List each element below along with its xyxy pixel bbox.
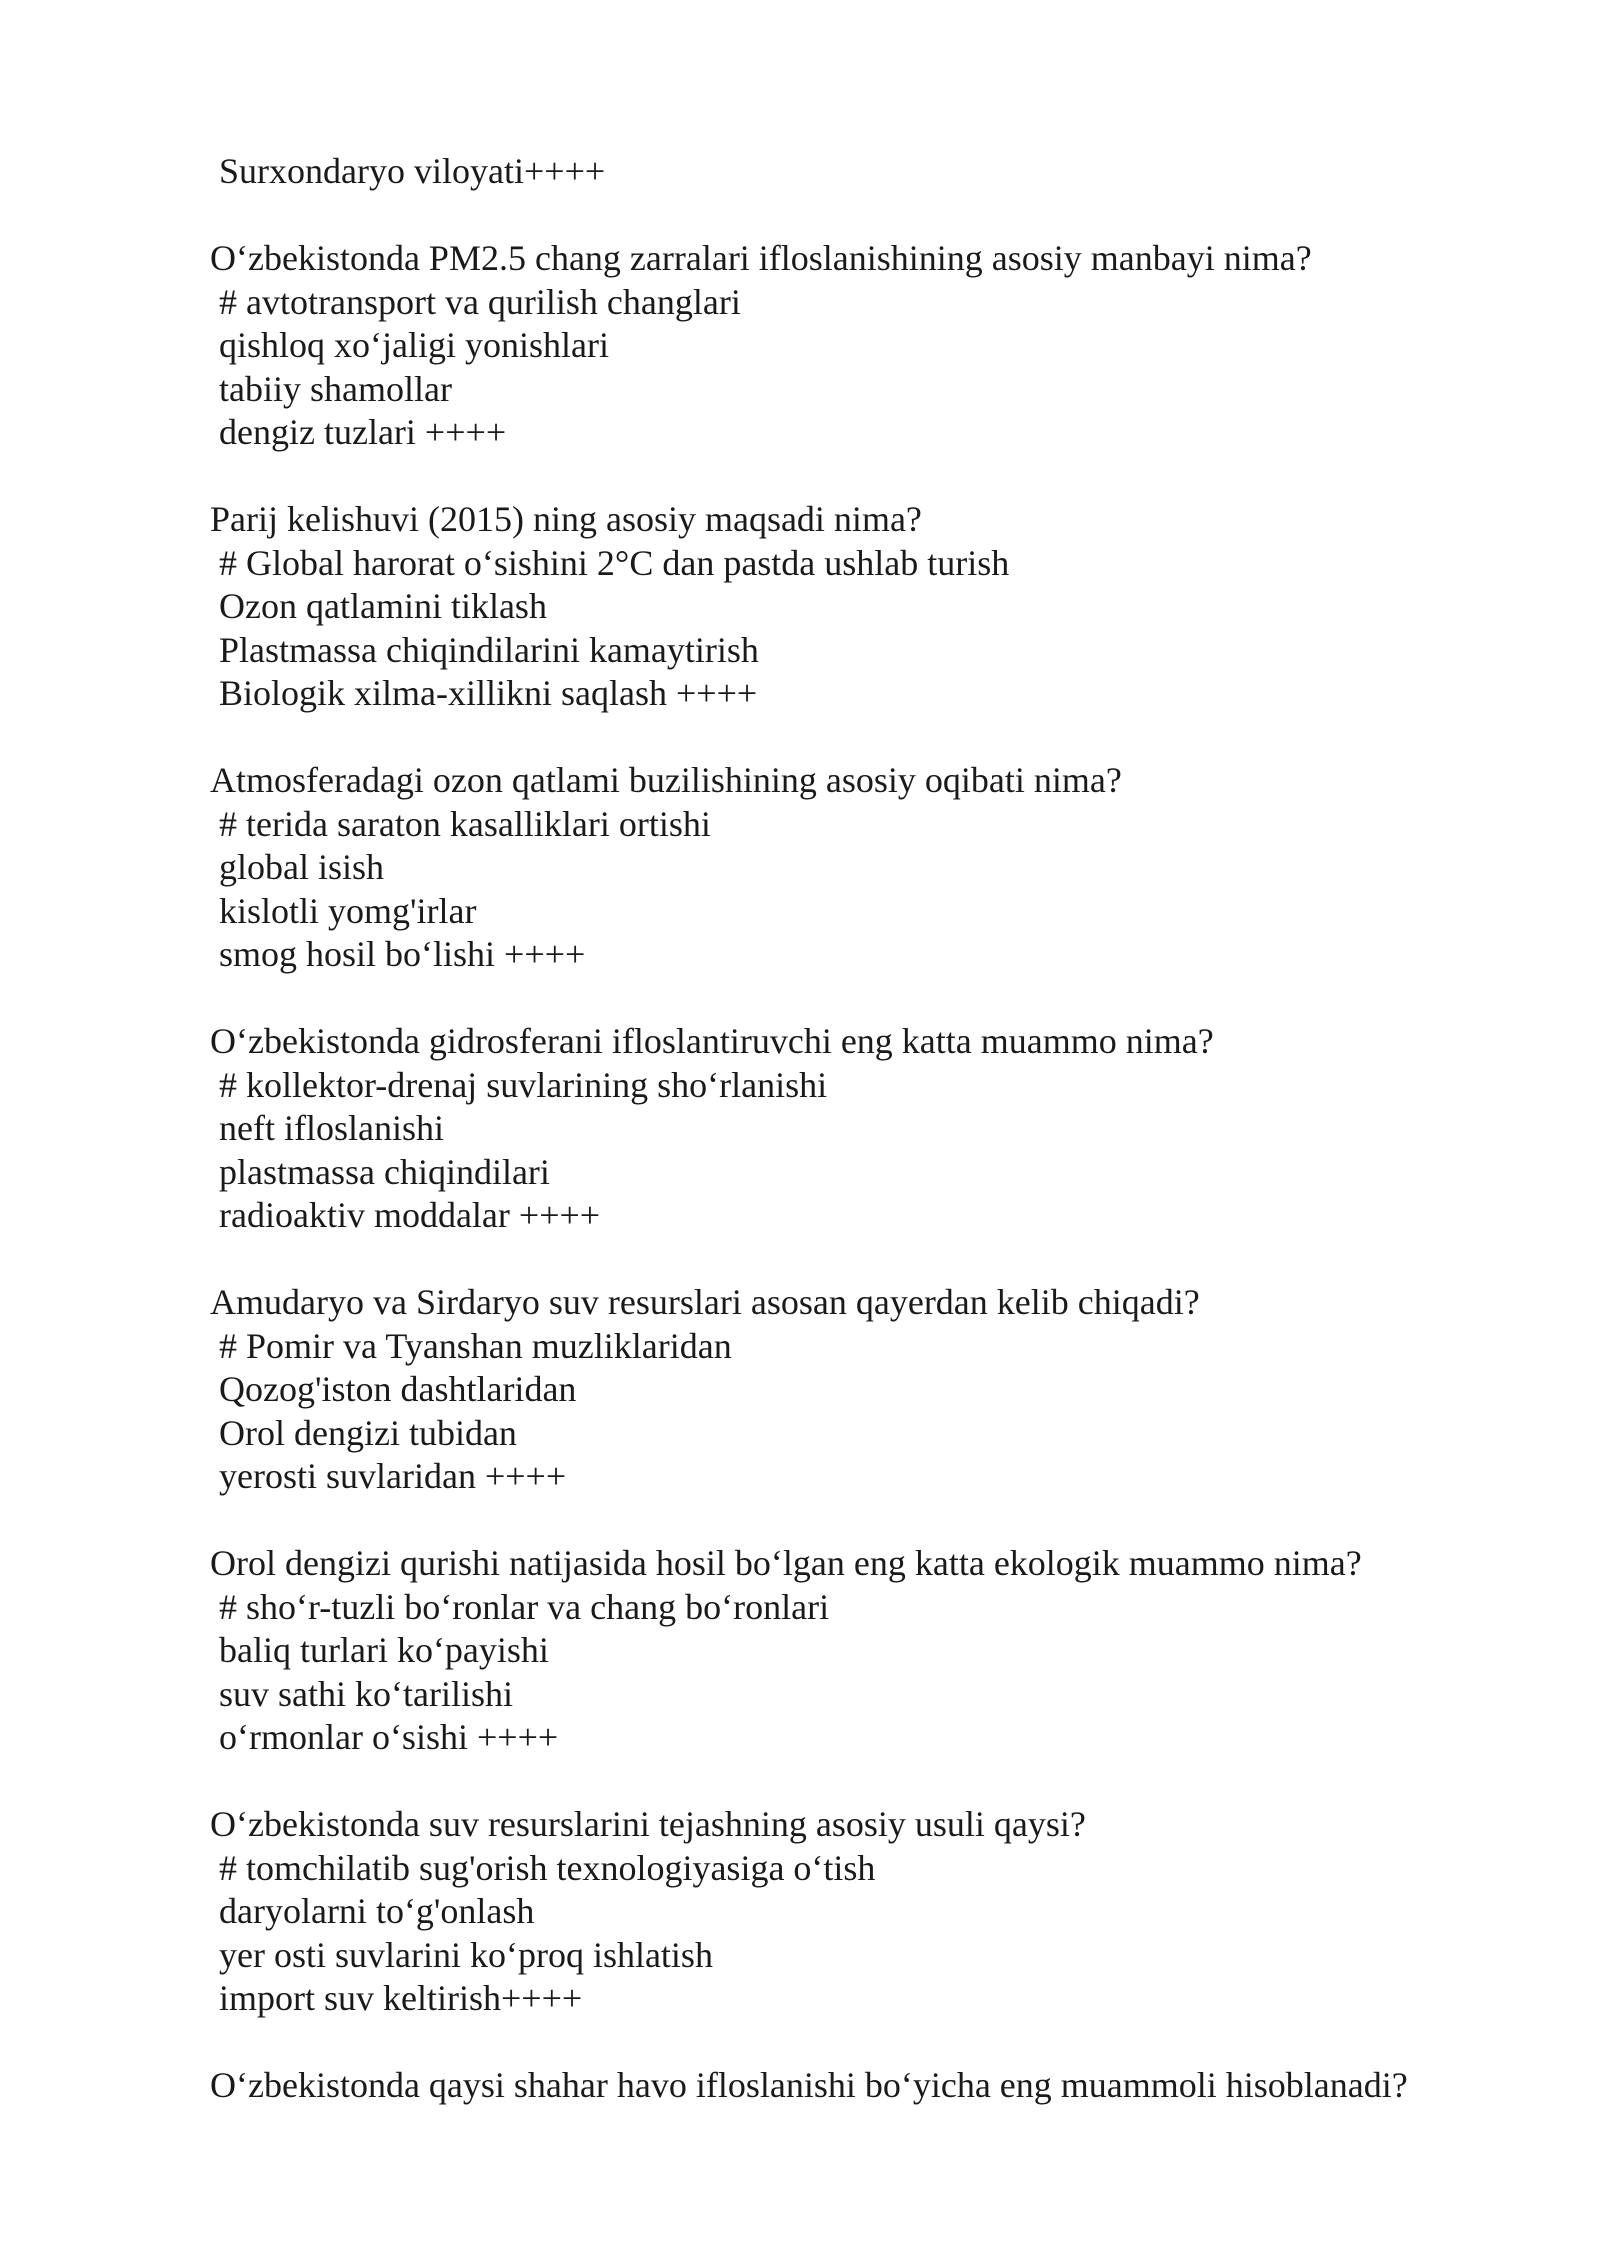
answer-option: Qozog'iston dashtlaridan	[219, 1369, 577, 1409]
answer-option: radioaktiv moddalar ++++	[219, 1195, 601, 1235]
answer-option: yer osti suvlarini ko‘proq ishlatish	[219, 1934, 713, 1975]
question-text: O‘zbekistonda qaysi shahar havo ifloslanishi bo‘yicha eng muammoli hisoblanadi?	[210, 2065, 1408, 2105]
question-text: Parij kelishuvi (2015) ning asosiy maqsadi nima?	[210, 499, 922, 539]
answer-option: tabiiy shamollar	[219, 368, 452, 409]
document-body	[210, 150, 1540, 2108]
lead-line: Surxondaryo viloyati++++	[219, 151, 606, 191]
answer-option: # Pomir va Tyanshan muzliklaridan	[219, 1325, 732, 1366]
answer-option: # sho‘r-tuzli bo‘ronlar va chang bo‘ronlari	[219, 1586, 830, 1627]
answer-option: Orol dengizi tubidan	[219, 1412, 517, 1453]
question-block-1	[210, 237, 1540, 455]
answer-option: suv sathi ko‘tarilishi	[219, 1673, 513, 1714]
answer-option: Biologik xilma-xillikni saqlash ++++	[219, 673, 758, 713]
question-block-7	[210, 1803, 1540, 2021]
answer-option: dengiz tuzlari ++++	[219, 412, 507, 452]
answer-option: # kollektor-drenaj suvlarining sho‘rlanishi	[219, 1064, 828, 1105]
answer-option: global isish	[219, 847, 385, 887]
answer-option: yerosti suvlaridan ++++	[219, 1456, 567, 1496]
answer-option: Ozon qatlamini tiklash	[219, 586, 547, 626]
question-block-2	[210, 498, 1540, 716]
question-block-4	[210, 1020, 1540, 1238]
answer-option: o‘rmonlar o‘sishi ++++	[219, 1717, 559, 1757]
answer-option: # Global harorat o‘sishini 2°C dan pastda ushlab turish	[219, 542, 1010, 583]
answer-option: qishloq xo‘jaligi yonishlari	[219, 325, 609, 365]
question-block-8	[210, 2064, 1540, 2108]
question-text: Orol dengizi qurishi natijasida hosil bo‘lgan eng katta ekologik muammo nima?	[210, 1543, 1362, 1583]
answer-option: import suv keltirish++++	[219, 1978, 583, 2018]
question-text: Amudaryo va Sirdaryo suv resurslari asosan qayerdan kelib chiqadi?	[210, 1282, 1200, 1322]
answer-option: smog hosil bo‘lishi ++++	[219, 934, 586, 974]
question-block-5	[210, 1281, 1540, 1499]
answer-option: plastmassa chiqindilari	[219, 1151, 550, 1192]
question-block-6	[210, 1542, 1540, 1760]
question-text: Atmosferadagi ozon qatlami buzilishining asosiy oqibati nima?	[210, 760, 1122, 800]
answer-option: kislotli yomg'irlar	[219, 890, 477, 931]
answer-option: # avtotransport va qurilish changlari	[219, 281, 741, 322]
answer-option: daryolarni to‘g'onlash	[219, 1891, 535, 1931]
question-text: O‘zbekistonda PM2.5 chang zarralari ifloslanishining asosiy manbayi nima?	[210, 238, 1312, 278]
answer-option: Plastmassa chiqindilarini kamaytirish	[219, 629, 759, 670]
answer-option: # terida saraton kasalliklari ortishi	[219, 803, 711, 844]
answer-option: neft ifloslanishi	[219, 1108, 444, 1148]
answer-option: baliq turlari ko‘payishi	[219, 1630, 549, 1670]
answer-option: # tomchilatib sug'orish texnologiyasiga o‘tish	[219, 1847, 876, 1888]
question-text: O‘zbekistonda gidrosferani ifloslantiruvchi eng katta muammo nima?	[210, 1021, 1214, 1061]
question-text: O‘zbekistonda suv resurslarini tejashning asosiy usuli qaysi?	[210, 1804, 1086, 1844]
question-block-3	[210, 759, 1540, 977]
